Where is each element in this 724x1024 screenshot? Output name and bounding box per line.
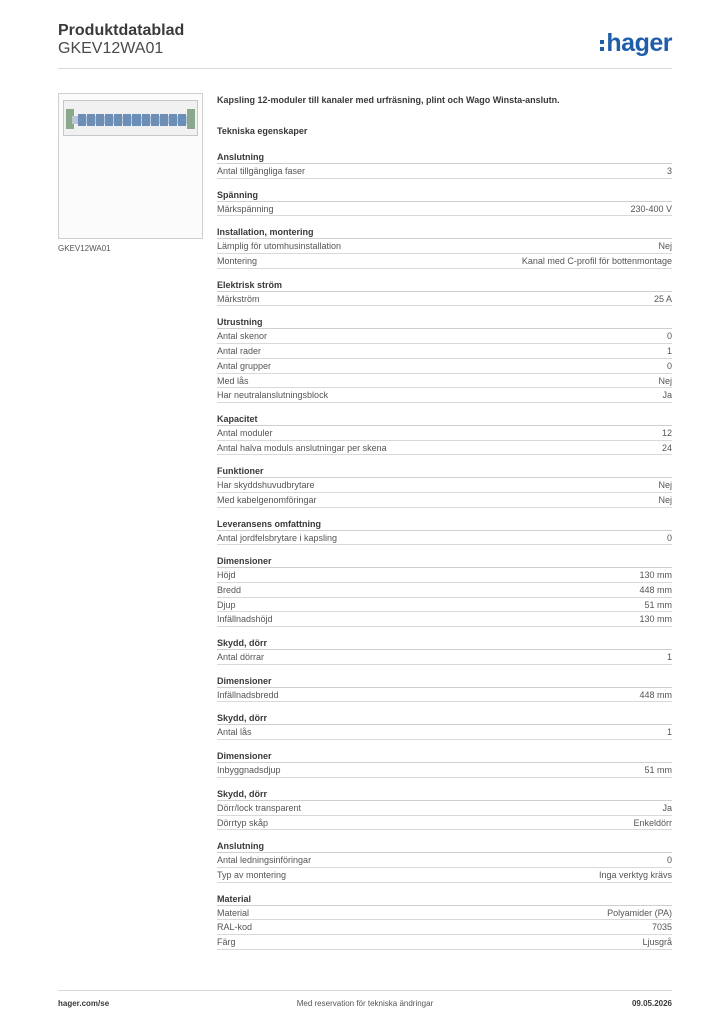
spec-label: Inbyggnadsdjup xyxy=(217,765,281,776)
spec-group xyxy=(217,788,672,830)
product-description: Kapsling 12-moduler till kanaler med urfräsning, plint och Wago Winsta-anslutn. xyxy=(217,95,560,105)
spec-label: Har skyddshuvudbrytare xyxy=(217,480,315,491)
spec-group xyxy=(217,712,672,740)
spec-row xyxy=(217,329,672,344)
spec-label: Infällnadshöjd xyxy=(217,614,273,625)
spec-row xyxy=(217,359,672,374)
spec-value: 12 xyxy=(661,427,672,438)
spec-label: Antal grupper xyxy=(217,360,272,371)
spec-label: Antal tillgängliga faser xyxy=(217,166,306,176)
spec-value: 1 xyxy=(666,727,672,738)
spec-row xyxy=(217,292,672,307)
spec-value: Enkeldörr xyxy=(633,817,672,828)
spec-value: 25 A xyxy=(653,293,672,304)
product-image xyxy=(58,93,203,239)
footer-date: 09.05.2026 xyxy=(631,999,672,1008)
hager-logo xyxy=(600,28,672,58)
spec-group-title: Skydd, dörr xyxy=(217,712,672,725)
spec-label: Antal halva moduls anslutningar per skena xyxy=(217,442,387,453)
spec-row xyxy=(217,763,672,778)
spec-group-title: Installation, montering xyxy=(217,226,672,239)
spec-label: Märkspänning xyxy=(217,203,274,214)
footer-website: hager.com/se xyxy=(58,999,110,1008)
spec-value: 448 mm xyxy=(639,585,672,595)
spec-group-title: Kapacitet xyxy=(217,413,672,426)
spec-row xyxy=(217,583,672,598)
spec-row xyxy=(217,920,672,935)
spec-row xyxy=(217,478,672,493)
spec-row xyxy=(217,239,672,254)
spec-group xyxy=(217,637,672,665)
spec-label: Märkström xyxy=(217,293,260,304)
spec-group-title: Leveransens omfattning xyxy=(217,518,672,531)
spec-label: Har neutralanslutningsblock xyxy=(217,390,329,401)
spec-group-title: Anslutning xyxy=(217,151,672,164)
spec-group-title: Material xyxy=(217,893,672,906)
footer-disclaimer: Med reservation för tekniska ändringar xyxy=(296,999,434,1008)
spec-group-title: Dimensioner xyxy=(217,555,672,568)
spec-row xyxy=(217,868,672,883)
spec-label: Antal ledningsinföringar xyxy=(217,855,312,866)
spec-group-title: Dimensioner xyxy=(217,750,672,763)
spec-group xyxy=(217,675,672,703)
spec-row xyxy=(217,441,672,456)
spec-row xyxy=(217,853,672,868)
spec-value: Ja xyxy=(662,390,672,401)
tech-properties-title: Tekniska egenskaper xyxy=(217,126,308,136)
spec-value: 230-400 V xyxy=(630,203,672,214)
logo-dots-icon xyxy=(600,40,604,51)
spec-label: Dörrtyp skåp xyxy=(217,817,269,828)
spec-group xyxy=(217,465,672,507)
spec-value: 0 xyxy=(666,855,672,866)
spec-group xyxy=(217,189,672,217)
spec-value: Ja xyxy=(662,802,672,813)
spec-group xyxy=(217,893,672,950)
spec-group-title: Funktioner xyxy=(217,465,672,478)
spec-value: 0 xyxy=(666,331,672,342)
spec-row xyxy=(217,935,672,950)
spec-group-title: Skydd, dörr xyxy=(217,788,672,801)
spec-label: Antal jordfelsbrytare i kapsling xyxy=(217,532,338,543)
specifications xyxy=(217,95,672,960)
spec-label: Med kabelgenomföringar xyxy=(217,494,317,505)
spec-value: Kanal med C-profil för bottenmontage xyxy=(521,256,672,267)
spec-value: 130 mm xyxy=(639,614,672,625)
spec-label: Montering xyxy=(217,256,258,267)
spec-value: 0 xyxy=(666,532,672,543)
spec-value: 51 mm xyxy=(644,599,672,610)
spec-row xyxy=(217,344,672,359)
spec-group xyxy=(217,226,672,268)
spec-row xyxy=(217,568,672,583)
spec-group-title: Dimensioner xyxy=(217,675,672,688)
page-title: Produktdatablad xyxy=(58,22,185,39)
product-code: GKEV12WA01 xyxy=(58,40,164,57)
spec-value: 24 xyxy=(661,442,672,453)
spec-row xyxy=(217,426,672,441)
spec-row xyxy=(217,164,672,179)
spec-label: Antal skenor xyxy=(217,331,268,342)
spec-groups xyxy=(217,151,672,950)
spec-label: Typ av montering xyxy=(217,869,287,880)
spec-row xyxy=(217,388,672,403)
spec-group xyxy=(217,151,672,179)
spec-value: 1 xyxy=(666,346,672,357)
spec-label: Infällnadsbredd xyxy=(217,689,279,700)
spec-value: 448 mm xyxy=(639,689,672,700)
spec-group xyxy=(217,750,672,778)
spec-group xyxy=(217,518,672,546)
page-footer xyxy=(58,990,672,1008)
spec-row xyxy=(217,531,672,546)
spec-label: Med lås xyxy=(217,375,249,386)
page-header xyxy=(58,20,672,70)
spec-label: Material xyxy=(217,907,250,918)
spec-value: Nej xyxy=(658,241,672,252)
spec-label: Färg xyxy=(217,936,236,947)
logo-text: hager xyxy=(606,28,672,57)
spec-group-title: Spänning xyxy=(217,189,672,202)
spec-group xyxy=(217,555,672,627)
spec-value: 3 xyxy=(666,166,672,176)
spec-value: Nej xyxy=(658,480,672,491)
spec-row xyxy=(217,906,672,921)
spec-group-title: Anslutning xyxy=(217,840,672,853)
spec-row xyxy=(217,374,672,389)
spec-label: Antal dörrar xyxy=(217,652,265,663)
spec-row xyxy=(217,254,672,269)
enclosure-illustration xyxy=(63,100,198,136)
spec-group xyxy=(217,316,672,402)
spec-value: Ljusgrå xyxy=(642,936,672,947)
spec-label: Antal rader xyxy=(217,346,262,357)
spec-row xyxy=(217,688,672,703)
spec-label: Antal lås xyxy=(217,727,252,738)
spec-value: Polyamider (PA) xyxy=(607,907,672,918)
spec-value: Nej xyxy=(658,375,672,386)
spec-value: 51 mm xyxy=(644,765,672,776)
spec-value: Nej xyxy=(658,494,672,505)
spec-value: 130 mm xyxy=(639,570,672,581)
spec-row xyxy=(217,612,672,627)
spec-group-title: Utrustning xyxy=(217,316,672,329)
spec-group xyxy=(217,840,672,882)
spec-row xyxy=(217,725,672,740)
spec-group-title: Elektrisk ström xyxy=(217,279,672,292)
spec-group-title: Skydd, dörr xyxy=(217,637,672,650)
spec-row xyxy=(217,650,672,665)
spec-label: Höjd xyxy=(217,570,236,581)
spec-value: 1 xyxy=(666,652,672,663)
spec-row xyxy=(217,202,672,217)
spec-label: Antal moduler xyxy=(217,427,273,438)
spec-label: Lämplig för utomhusinstallation xyxy=(217,241,342,252)
spec-row xyxy=(217,816,672,831)
spec-value: 7035 xyxy=(651,922,672,933)
spec-row xyxy=(217,801,672,816)
spec-group xyxy=(217,279,672,307)
spec-label: RAL-kod xyxy=(217,922,253,933)
header-divider xyxy=(58,68,672,69)
spec-row xyxy=(217,493,672,508)
spec-label: Bredd xyxy=(217,585,242,595)
spec-row xyxy=(217,598,672,613)
spec-group xyxy=(217,413,672,455)
spec-label: Dörr/lock transparent xyxy=(217,802,302,813)
spec-label: Djup xyxy=(217,599,236,610)
image-caption: GKEV12WA01 xyxy=(58,244,111,253)
spec-value: 0 xyxy=(666,360,672,371)
spec-value: Inga verktyg krävs xyxy=(598,869,672,880)
